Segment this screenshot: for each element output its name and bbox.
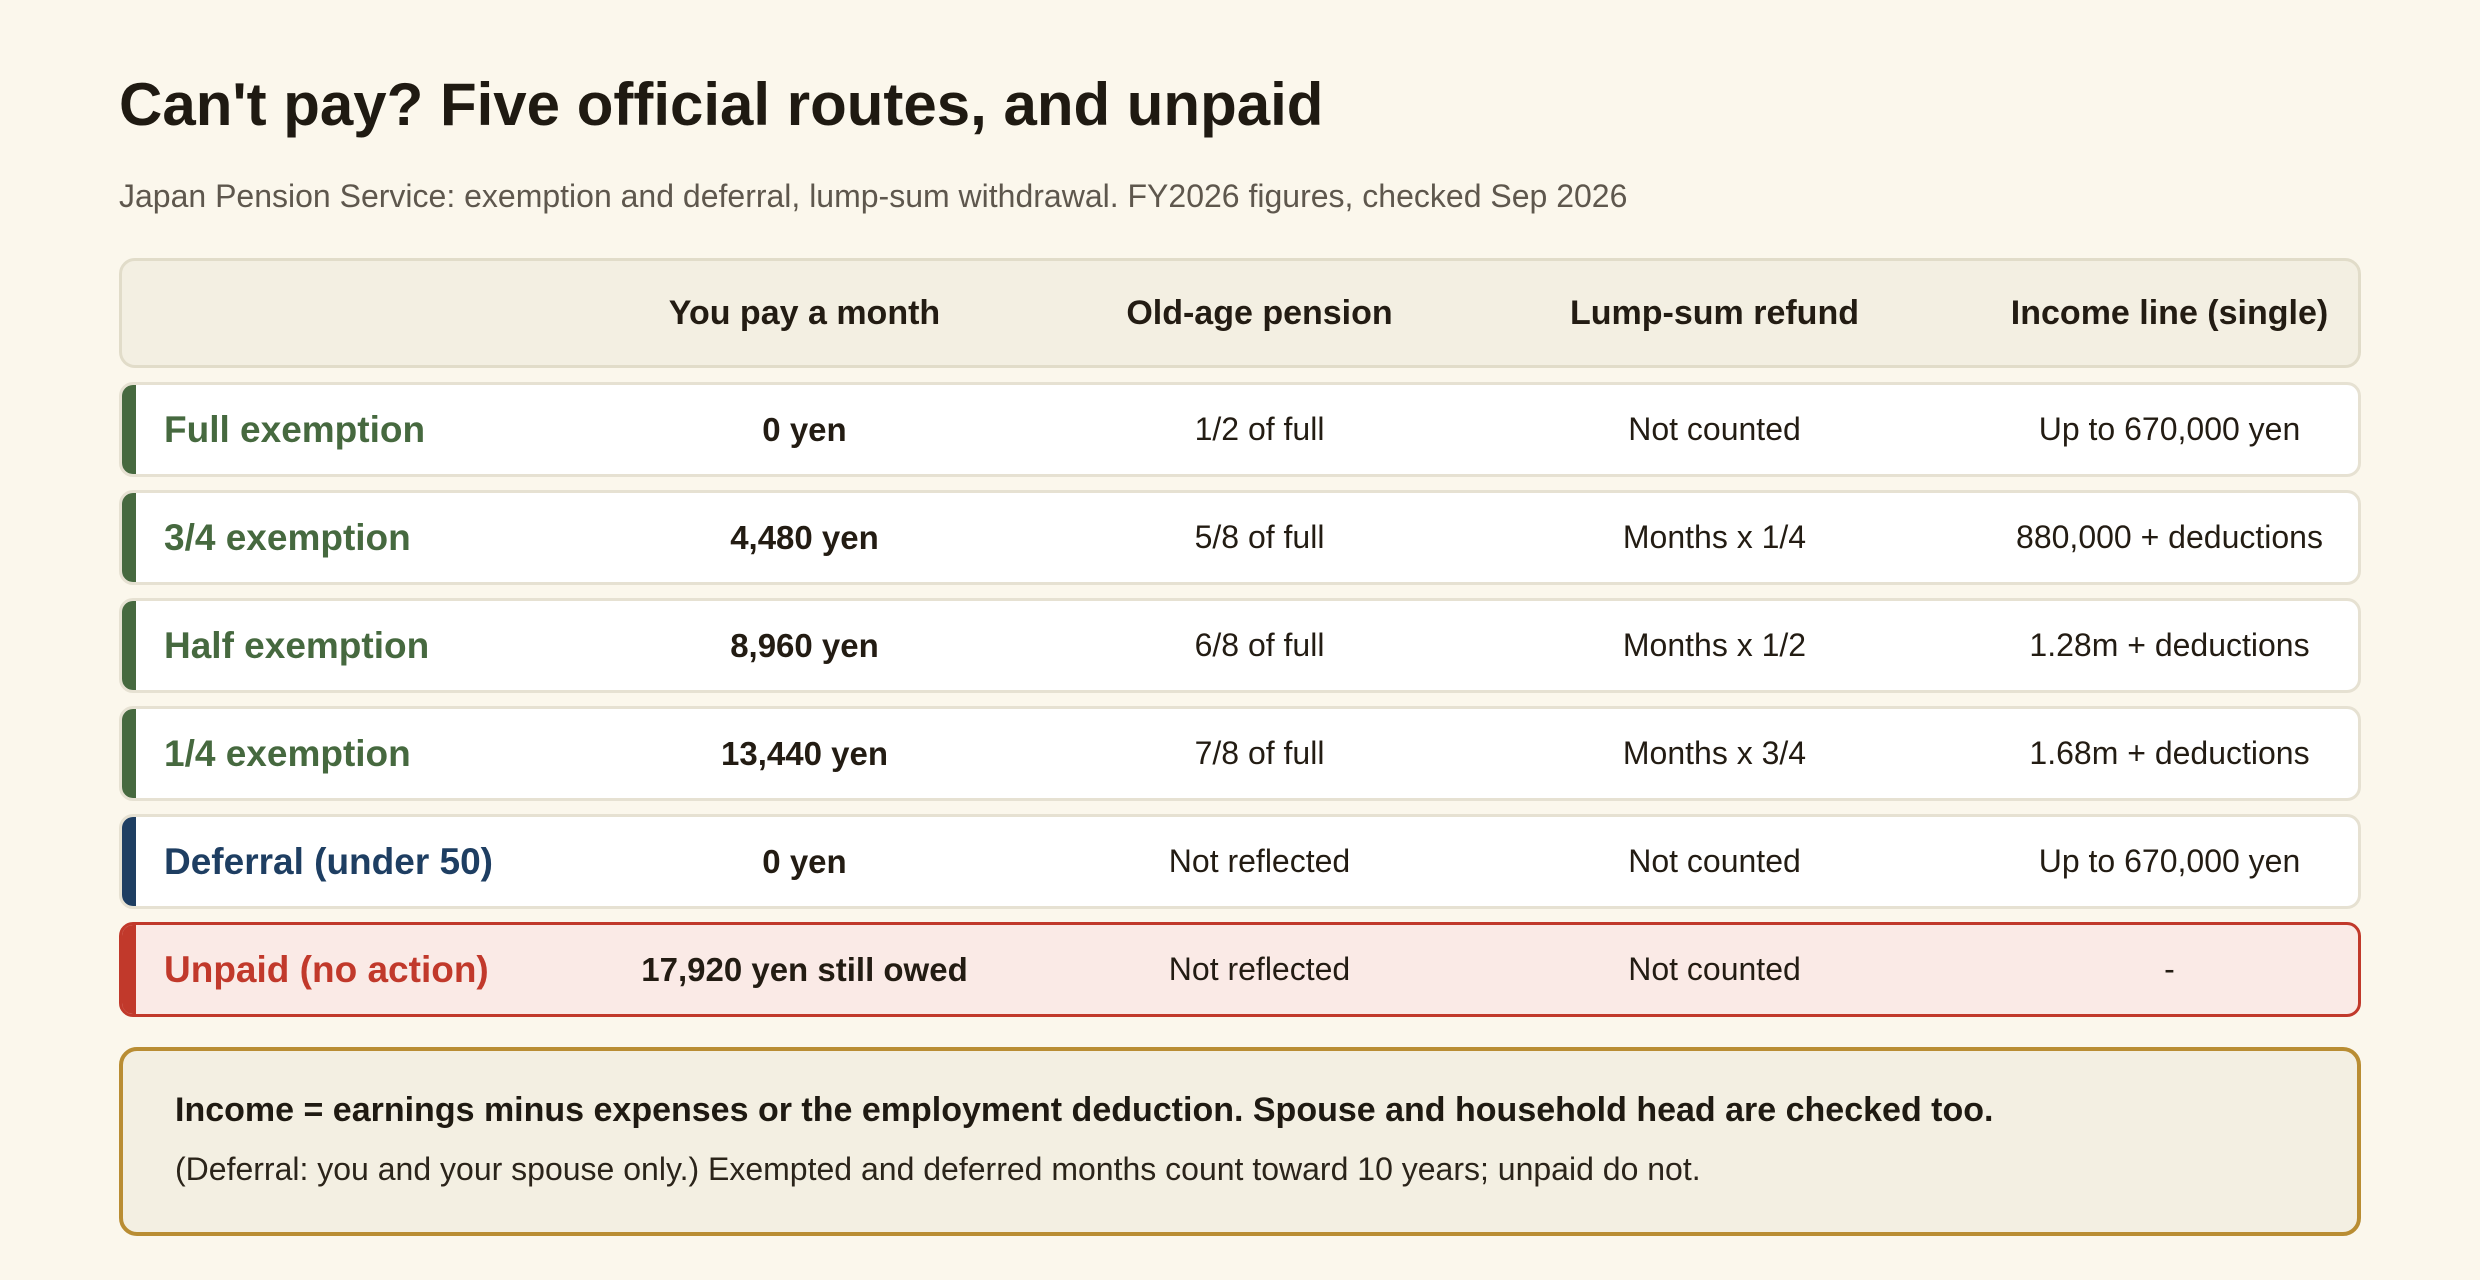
cell-pension: Not reflected [1168,951,1351,987]
cell-refund: Months x 1/4 [1622,519,1807,555]
cell-pay: 8,960 yen [730,626,879,664]
row-label: Deferral (under 50) [164,840,493,882]
cell-pay: 0 yen [762,842,847,880]
table-row-half-exemption [119,598,2361,693]
cell-pay: 13,440 yen [721,734,888,772]
header-cell-pay: You pay a month [668,293,941,332]
cell-pay: 4,480 yen [730,518,879,556]
page-container [119,70,2361,1236]
table-row-deferral [119,814,2361,909]
row-label: Half exemption [164,624,430,666]
row-accent-bar [122,493,136,582]
page-title: Can't pay? Five official routes, and unpaid [119,71,1324,138]
row-label: Unpaid (no action) [164,948,489,990]
cell-refund: Not counted [1628,411,1801,447]
row-accent-bar [122,601,136,690]
row-label: 1/4 exemption [164,732,411,774]
table-row-unpaid [119,922,2361,1017]
table-header [119,258,2361,368]
cell-refund: Not counted [1628,951,1801,987]
cell-pension: Not reflected [1168,843,1351,879]
cell-refund: Not counted [1628,843,1801,879]
cell-income: 880,000 + deductions [2016,519,2323,555]
header-cell-income: Income line (single) [2010,293,2329,332]
page-subtitle: Japan Pension Service: exemption and deferral, lump-sum withdrawal. FY2026 figures, checked Sep 2026 [119,178,1628,214]
cell-income: Up to 670,000 yen [2038,411,2301,447]
cell-pay: 17,920 yen still owed [641,950,968,988]
table-row-quarter-exemption [119,706,2361,801]
header-cell-pension: Old-age pension [1126,293,1393,332]
row-accent-bar [122,709,136,798]
footnote-box [119,1047,2361,1236]
cell-pay: 0 yen [762,410,847,448]
cell-pension: 1/2 of full [1194,411,1325,447]
cell-refund: Months x 3/4 [1622,735,1807,771]
header-cell-refund: Lump-sum refund [1570,293,1859,332]
table-row-three-quarter-exemption [119,490,2361,585]
cell-income: 1.28m + deductions [2029,627,2310,663]
cell-income: Up to 670,000 yen [2038,843,2301,879]
cell-income: 1.68m + deductions [2029,735,2310,771]
cell-pension: 5/8 of full [1194,519,1325,555]
table-row-full-exemption [119,382,2361,477]
row-accent-bar [122,817,136,906]
row-accent-bar [122,925,136,1014]
row-accent-bar [122,385,136,474]
row-label: 3/4 exemption [164,516,411,558]
footnote-line-2: (Deferral: you and your spouse only.) Exempted and deferred months count toward 10 years; unpaid do not. [175,1151,1701,1187]
cell-refund: Months x 1/2 [1622,627,1807,663]
footnote-line-1: Income = earnings minus expenses or the employment deduction. Spouse and household head are checked too. [175,1091,1994,1129]
cell-income: - [2164,951,2175,987]
cell-pension: 7/8 of full [1194,735,1325,771]
table-body [119,382,2361,1017]
cell-pension: 6/8 of full [1194,627,1325,663]
row-label: Full exemption [164,408,426,450]
